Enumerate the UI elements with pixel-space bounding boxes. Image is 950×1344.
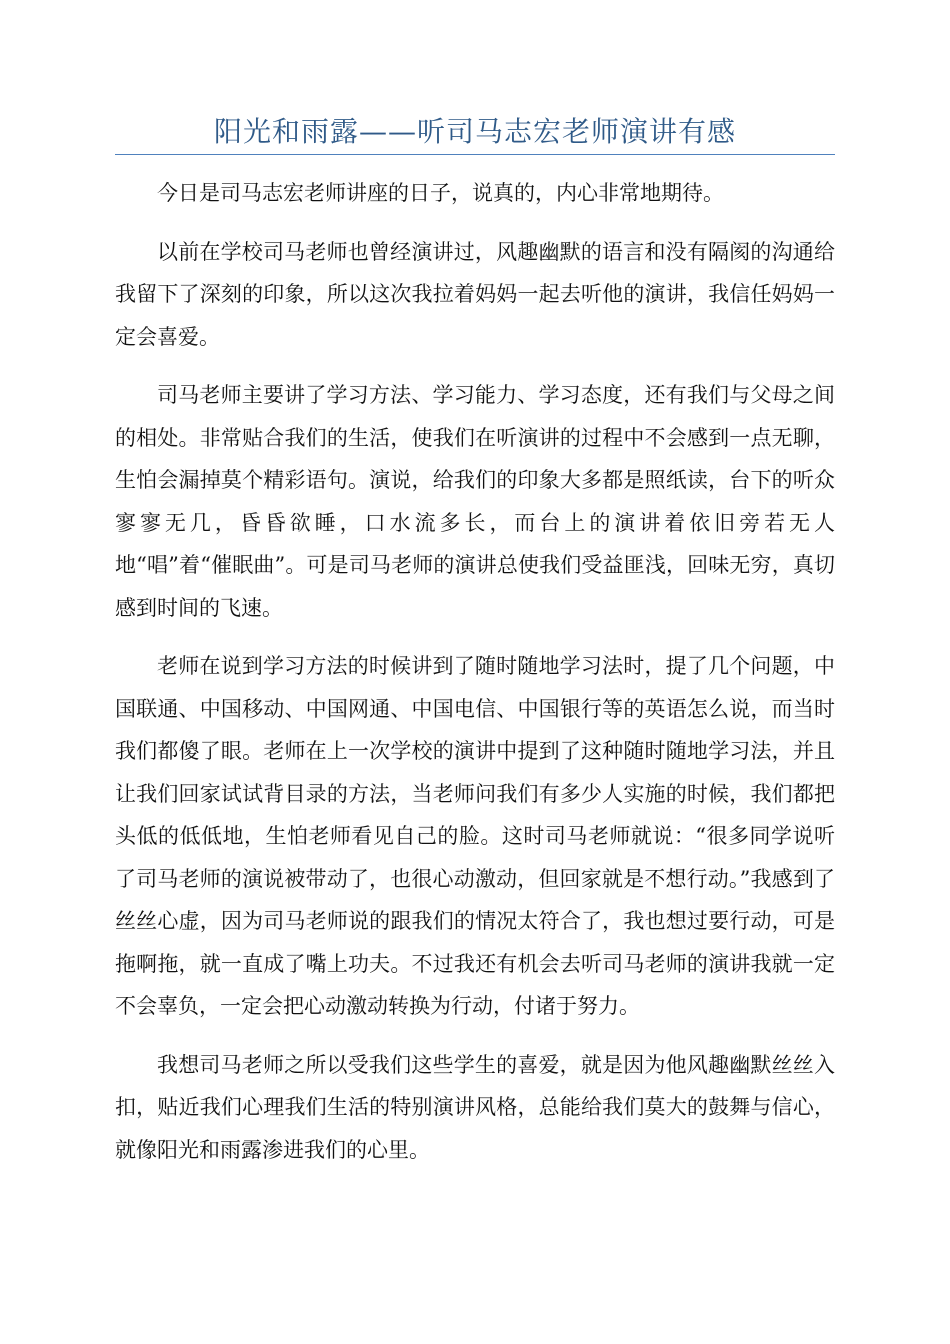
document-body	[115, 172, 835, 1187]
title-underline	[115, 154, 835, 155]
paragraph-1: 今日是司马志宏老师讲座的日子，说真的，内心非常地期待。	[157, 181, 724, 205]
paragraph-2: 以前在学校司马老师也曾经演讲过，风趣幽默的语言和没有隔阂的沟通给我留下了深刻的印象，所以这次我拉着妈妈一起去听他的演讲，我信任妈妈一定会喜爱。	[115, 239, 835, 349]
paragraph-5: 我想司马老师之所以受我们这些学生的喜爱，就是因为他风趣幽默丝丝入扣，贴近我们心理我们生活的特别演讲风格，总能给我们莫大的鼓舞与信心，就像阳光和雨露渗进我们的心里。	[115, 1052, 835, 1162]
paragraph-4: 老师在说到学习方法的时候讲到了随时随地学习法时，提了几个问题，中国联通、中国移动、中国网通、中国电信、中国银行等的英语怎么说，而当时我们都傻了眼。老师在上一次学校的演讲中提到了这种随时随地学习法，并且让我们回家试试背目录的方法，当老师问我们有多少人实施的时候，我们都把头低的低低地，生怕老师看见自己的脸。这时司马老师就说：“很多同学说听了司马老师的演说被带动了，也很心动激动，但回家就是不想行动。”我感到了丝丝心虚，因为司马老师说的跟我们的情况太符合了，我也想过要行动，可是拖啊拖，就一直成了嘴上功夫。不过我还有机会去听司马老师的演讲我就一定不会辜负，一定会把心动激动转换为行动，付诸于努力。	[115, 654, 835, 1018]
paragraph-3: 司马老师主要讲了学习方法、学习能力、学习态度，还有我们与父母之间的相处。非常贴合我们的生活，使我们在听演讲的过程中不会感到一点无聊，生怕会漏掉莫个精彩语句。演说，给我们的印象大多都是照纸读，台下的听众寥寥无几，昏昏欲睡，口水流多长，而台上的演讲着依旧旁若无人地“唱”着“催眠曲”。可是司马老师的演讲总使我们受益匪浅，回味无穷，真切感到时间的飞速。	[115, 383, 835, 620]
document-title: 阳光和雨露——听司马志宏老师演讲有感	[213, 115, 736, 148]
